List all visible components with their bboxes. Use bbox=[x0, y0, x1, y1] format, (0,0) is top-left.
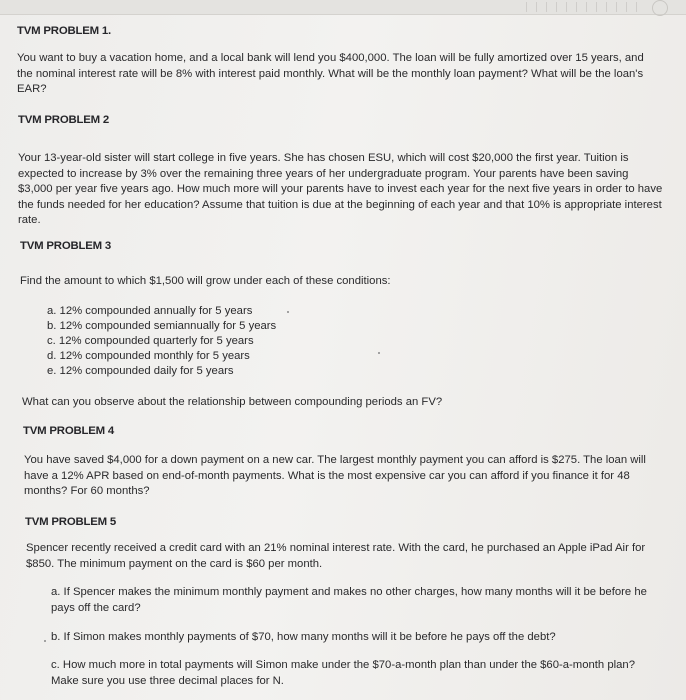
corner-mark bbox=[652, 0, 668, 16]
list-item: b. 12% compounded semiannually for 5 years bbox=[47, 320, 277, 332]
conditions-list bbox=[47, 304, 276, 379]
page-top-edge bbox=[0, 0, 686, 15]
list-item: e. 12% compounded daily for 5 years bbox=[47, 365, 234, 377]
problem-3-intro: Find the amount to which $1,500 will grow under each of these conditions: bbox=[20, 275, 391, 287]
problem-4-heading: TVM PROBLEM 4 bbox=[23, 425, 115, 437]
list-item: c. 12% compounded quarterly for 5 years bbox=[47, 335, 254, 347]
problem-5-part-b: b. If Simon makes monthly payments of $70, how many months will it be before he pays off the debt? bbox=[51, 631, 556, 643]
problem-2-text: Your 13-year-old sister will start college in five years. She has chosen ESU, which will cost $20,000 the first year. Tuition is expected to increase by 3% over the remaining three years of her undergraduate program. Your parents have been saving $3,000 per year five years ago. How much more will your parents have to invest each year for the next five years in order to have the funds needed for her education? Assume that tuition is due at the beginning of each year and that 10% is appropriate interest rate. bbox=[18, 152, 663, 227]
ruler-marks bbox=[526, 2, 646, 12]
list-item: d. 12% compounded monthly for 5 years bbox=[47, 350, 250, 362]
speck-mark bbox=[287, 311, 289, 313]
problem-5-intro: Spencer recently received a credit card with an 21% nominal interest rate. With the card, he purchased an Apple iPad Air for $850. The minimum payment on the card is $60 per month. bbox=[26, 542, 646, 570]
problem-1-text: You want to buy a vacation home, and a local bank will lend you $400,000. The loan will be fully amortized over 15 years, and the nominal interest rate will be 8% with interest paid monthly. What will be the monthly loan payment? What will be the loan's EAR? bbox=[17, 52, 644, 96]
problem-3-question: What can you observe about the relationship between compounding periods an FV? bbox=[22, 396, 443, 408]
problem-1-heading: TVM PROBLEM 1. bbox=[17, 25, 112, 37]
speck-mark bbox=[378, 352, 380, 354]
problem-2-heading: TVM PROBLEM 2 bbox=[18, 114, 110, 126]
problem-5-part-c: c. How much more in total payments will Simon make under the $70-a-month plan than under the $60-a-month plan? Make sure you use three decimal places for N. bbox=[51, 659, 635, 687]
speck-mark bbox=[44, 640, 46, 642]
list-item: a. 12% compounded annually for 5 years bbox=[47, 305, 253, 317]
problem-5-part-a: a. If Spencer makes the minimum monthly payment and makes no other charges, how many months will it be before he pays off the card? bbox=[51, 586, 647, 614]
problem-4-text: You have saved $4,000 for a down payment on a new car. The largest monthly payment you can afford is $275. The loan will have a 12% APR based on end-of-month payments. What is the most expensive car you can afford if you finance it for 48 months? For 60 months? bbox=[24, 454, 646, 498]
problem-5-heading: TVM PROBLEM 5 bbox=[25, 516, 117, 528]
problem-3-heading: TVM PROBLEM 3 bbox=[20, 240, 112, 252]
